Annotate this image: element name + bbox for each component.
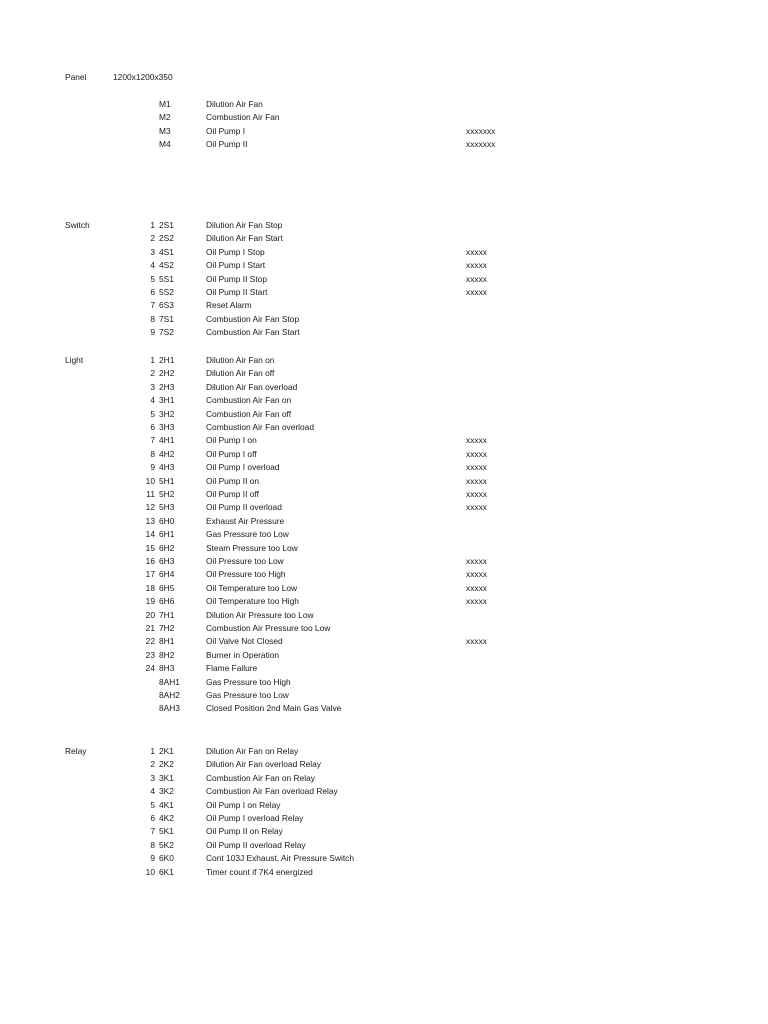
light-list-item [0, 568, 768, 581]
light-list-item [0, 555, 768, 568]
item-number: 16 [145, 556, 155, 566]
light-list-item [0, 635, 768, 648]
light-list-item [0, 501, 768, 514]
light-list-item [0, 394, 768, 407]
item-code: 8AH3 [159, 703, 180, 714]
light-list-item [0, 649, 768, 662]
item-note: xxxxx [466, 569, 487, 580]
item-note: xxxxx [466, 556, 487, 566]
item-number: 21 [145, 623, 155, 633]
item-code: 4S1 [159, 246, 174, 257]
switch-label: Switch [65, 220, 90, 230]
item-description: Oil Pump I Start [206, 260, 266, 271]
item-number: 13 [145, 515, 155, 526]
light-list-item [0, 434, 768, 447]
item-description: Dilution Air Fan Start [206, 233, 283, 244]
item-note: xxxxx [466, 582, 487, 593]
item-description: Combustion Air Fan Stop [206, 313, 300, 324]
item-number: 4 [150, 786, 155, 797]
item-number: 9 [150, 462, 155, 473]
item-code: 6S3 [159, 300, 174, 311]
light-list-item [0, 475, 768, 488]
item-code: 2K1 [159, 746, 174, 756]
item-description: Dilution Air Fan off [206, 368, 275, 379]
item-number: 2 [150, 233, 155, 244]
item-number: 6 [150, 813, 155, 823]
item-number: 7 [150, 300, 155, 311]
item-number: 9 [150, 327, 155, 338]
switch-list-item [0, 259, 768, 272]
item-description: Oil Pump I off [206, 448, 257, 459]
item-number: 12 [145, 502, 155, 513]
switch-list-item [0, 246, 768, 259]
item-number: 7 [150, 435, 155, 446]
item-note: xxxxx [466, 273, 487, 284]
item-code: 5H1 [159, 475, 175, 486]
item-code: 8AH1 [159, 676, 180, 687]
item-description: Burner in Operation [206, 649, 280, 660]
item-description: Closed Position 2nd Main Gas Valve [206, 703, 342, 714]
item-code: 2K2 [159, 759, 174, 770]
item-note: xxxxx [466, 489, 487, 499]
item-number: 19 [145, 596, 155, 607]
item-description: Reset Alarm [206, 300, 252, 311]
item-code: 3K2 [159, 786, 174, 797]
light-list-item [0, 662, 768, 675]
item-description: Dilution Air Fan on Relay [206, 746, 299, 756]
relay-list-item [0, 772, 768, 785]
item-description: Combustion Air Fan overload [206, 422, 314, 432]
item-code: 3H1 [159, 395, 175, 406]
item-number: 14 [145, 529, 155, 540]
item-description: Oil Pump II Start [206, 287, 268, 297]
light-list-item [0, 488, 768, 501]
relay-list-item [0, 852, 768, 865]
item-number: 24 [145, 663, 155, 674]
item-description: Oil Pump II [206, 139, 248, 150]
item-code: 4H1 [159, 435, 175, 446]
switch-list-item [0, 232, 768, 245]
item-number: 5 [150, 273, 155, 284]
item-number: 6 [150, 422, 155, 432]
item-code: 2S1 [159, 220, 174, 230]
item-description: Timer count if 7K4 energized [206, 866, 313, 877]
light-list-item [0, 582, 768, 595]
item-code: 4H2 [159, 448, 175, 459]
item-code: 8AH2 [159, 690, 180, 700]
relay-list-item [0, 799, 768, 812]
switch-list-item [0, 299, 768, 312]
item-description: Oil Pressure too Low [206, 556, 284, 566]
panel-header-row [0, 71, 768, 84]
item-description: Combustion Air Fan off [206, 408, 292, 419]
item-description: Oil Pump II on [206, 475, 260, 486]
item-note: xxxxx [466, 246, 487, 257]
item-code: 6H1 [159, 529, 175, 540]
item-description: Oil Temperature too High [206, 596, 299, 607]
item-number: 23 [145, 649, 155, 660]
item-code: 5K1 [159, 826, 174, 837]
relay-label: Relay [65, 746, 87, 756]
item-description: Dilution Air Fan overload [206, 381, 298, 392]
item-number: 3 [150, 246, 155, 257]
item-description: Dilution Air Fan [206, 99, 263, 109]
item-description: Combustion Air Fan Start [206, 327, 300, 338]
item-number: 3 [150, 772, 155, 783]
item-description: Oil Temperature too Low [206, 582, 298, 593]
item-description: Combustion Air Fan overload Relay [206, 786, 338, 797]
item-number: 10 [145, 475, 155, 486]
item-code: 6K0 [159, 853, 174, 864]
item-note: xxxxxxx [466, 125, 496, 136]
item-number: 8 [150, 448, 155, 459]
item-number: 1 [150, 355, 155, 365]
panel-list-item [0, 138, 768, 151]
item-code: 6H2 [159, 542, 175, 553]
relay-list-item [0, 745, 768, 758]
item-description: Oil Pump I overload [206, 462, 280, 473]
light-label: Light [65, 355, 84, 365]
item-description: Oil Pump II overload [206, 502, 282, 513]
item-description: Oil Pump I Stop [206, 246, 265, 257]
item-code: 7H2 [159, 623, 175, 633]
item-number: 3 [150, 381, 155, 392]
item-note: xxxxx [466, 287, 487, 297]
item-code: 4H3 [159, 462, 175, 473]
item-code: 2S2 [159, 233, 174, 244]
item-code: 5S2 [159, 287, 174, 297]
item-code: M3 [159, 125, 171, 136]
item-number: 5 [150, 799, 155, 810]
item-number: 6 [150, 287, 155, 297]
item-number: 18 [145, 582, 155, 593]
item-description: Oil Pump I on Relay [206, 799, 281, 810]
light-list-item [0, 689, 768, 702]
item-code: 6H0 [159, 515, 175, 526]
item-number: 11 [146, 489, 155, 499]
light-list-item [0, 676, 768, 689]
item-number: 1 [150, 220, 155, 230]
relay-list-item [0, 866, 768, 879]
item-code: 5K2 [159, 839, 174, 850]
item-number: 8 [150, 839, 155, 850]
item-code: 4K2 [159, 813, 174, 823]
item-code: 2H1 [159, 355, 175, 365]
item-description: Oil Pump II overload Relay [206, 839, 306, 850]
item-code: 2H3 [159, 381, 175, 392]
item-number: 2 [150, 759, 155, 770]
panel-list-item [0, 98, 768, 111]
light-list-item [0, 408, 768, 421]
item-description: Gas Pressure too Low [206, 690, 289, 700]
panel-list-item [0, 111, 768, 124]
item-number: 4 [150, 260, 155, 271]
item-code: M1 [159, 99, 171, 109]
light-list-item [0, 595, 768, 608]
item-description: Dilution Air Fan Stop [206, 220, 283, 230]
panel-list-item [0, 125, 768, 138]
item-number: 10 [145, 866, 155, 877]
item-code: 3K1 [159, 772, 174, 783]
item-code: 5H2 [159, 489, 175, 499]
light-list-item [0, 542, 768, 555]
item-description: Dilution Air Pressure too Low [206, 609, 314, 620]
item-description: Steam Pressure too Low [206, 542, 298, 553]
item-description: Combustion Air Pressure too Low [206, 623, 331, 633]
item-number: 5 [150, 408, 155, 419]
light-list-item [0, 515, 768, 528]
item-description: Exhaust Air Pressure [206, 515, 285, 526]
item-description: Oil Pump II on Relay [206, 826, 283, 837]
item-description: Dilution Air Fan overload Relay [206, 759, 321, 770]
item-code: 6H4 [159, 569, 175, 580]
light-list-item [0, 448, 768, 461]
item-description: Oil Pump I on [206, 435, 257, 446]
item-number: 9 [150, 853, 155, 864]
switch-list-item [0, 273, 768, 286]
item-description: Oil Pump I [206, 125, 246, 136]
item-number: 20 [145, 609, 155, 620]
item-code: 7H1 [159, 609, 175, 620]
item-code: M2 [159, 112, 171, 123]
item-note: xxxxx [466, 596, 487, 607]
item-description: Flame Failure [206, 663, 258, 674]
item-code: 3H3 [159, 422, 175, 432]
item-description: Oil Pressure too High [206, 569, 286, 580]
light-list-item [0, 461, 768, 474]
item-code: 8H2 [159, 649, 175, 660]
relay-list-item [0, 812, 768, 825]
light-list-item [0, 622, 768, 635]
light-list-item [0, 367, 768, 380]
light-list-item [0, 528, 768, 541]
light-list-item [0, 609, 768, 622]
light-list-item [0, 702, 768, 715]
switch-list-item [0, 219, 768, 232]
item-description: Cont 103J Exhaust, Air Pressure Switch [206, 853, 355, 864]
item-code: 8H3 [159, 663, 175, 674]
switch-list-item [0, 313, 768, 326]
item-number: 22 [145, 636, 155, 647]
item-code: M4 [159, 139, 171, 150]
item-number: 7 [150, 826, 155, 837]
item-description: Gas Pressure too Low [206, 529, 289, 540]
item-code: 2H2 [159, 368, 175, 379]
item-code: 3H2 [159, 408, 175, 419]
item-code: 7S2 [159, 327, 174, 338]
item-code: 4S2 [159, 260, 174, 271]
item-code: 5S1 [159, 273, 174, 284]
relay-list-item [0, 758, 768, 771]
item-description: Gas Pressure too High [206, 676, 291, 687]
relay-list-item [0, 839, 768, 852]
item-note: xxxxx [466, 636, 487, 647]
item-description: Oil Pump II Stop [206, 273, 267, 284]
item-description: Oil Valve Not Closed [206, 636, 283, 647]
item-code: 6H5 [159, 582, 175, 593]
item-description: Combustion Air Fan on [206, 395, 292, 406]
item-number: 4 [150, 395, 155, 406]
item-note: xxxxx [466, 435, 487, 446]
switch-list-item [0, 286, 768, 299]
item-note: xxxxxxx [466, 139, 496, 150]
relay-list-item [0, 785, 768, 798]
relay-list-item [0, 825, 768, 838]
item-code: 6H3 [159, 556, 175, 566]
item-note: xxxxx [466, 462, 487, 473]
light-list-item [0, 381, 768, 394]
item-number: 8 [150, 313, 155, 324]
item-number: 17 [145, 569, 155, 580]
item-number: 2 [150, 368, 155, 379]
item-note: xxxxx [466, 260, 487, 271]
item-description: Combustion Air Fan [206, 112, 280, 123]
item-description: Dilution Air Fan on [206, 355, 275, 365]
item-code: 6K1 [159, 866, 174, 877]
item-number: 15 [145, 542, 155, 553]
item-description: Oil Pump II off [206, 489, 259, 499]
switch-list-item [0, 326, 768, 339]
item-code: 5H3 [159, 502, 175, 513]
panel-label: Panel [65, 72, 87, 82]
item-note: xxxxx [466, 475, 487, 486]
item-note: xxxxx [466, 502, 487, 513]
item-number: 1 [150, 746, 155, 756]
light-list-item [0, 354, 768, 367]
item-note: xxxxx [466, 448, 487, 459]
item-description: Oil Pump I overload Relay [206, 813, 304, 823]
item-code: 7S1 [159, 313, 174, 324]
item-code: 4K1 [159, 799, 174, 810]
panel-dimensions: 1200x1200x350 [113, 72, 173, 82]
item-description: Combustion Air Fan on Relay [206, 772, 315, 783]
item-code: 6H6 [159, 596, 175, 607]
light-list-item [0, 421, 768, 434]
item-code: 8H1 [159, 636, 175, 647]
